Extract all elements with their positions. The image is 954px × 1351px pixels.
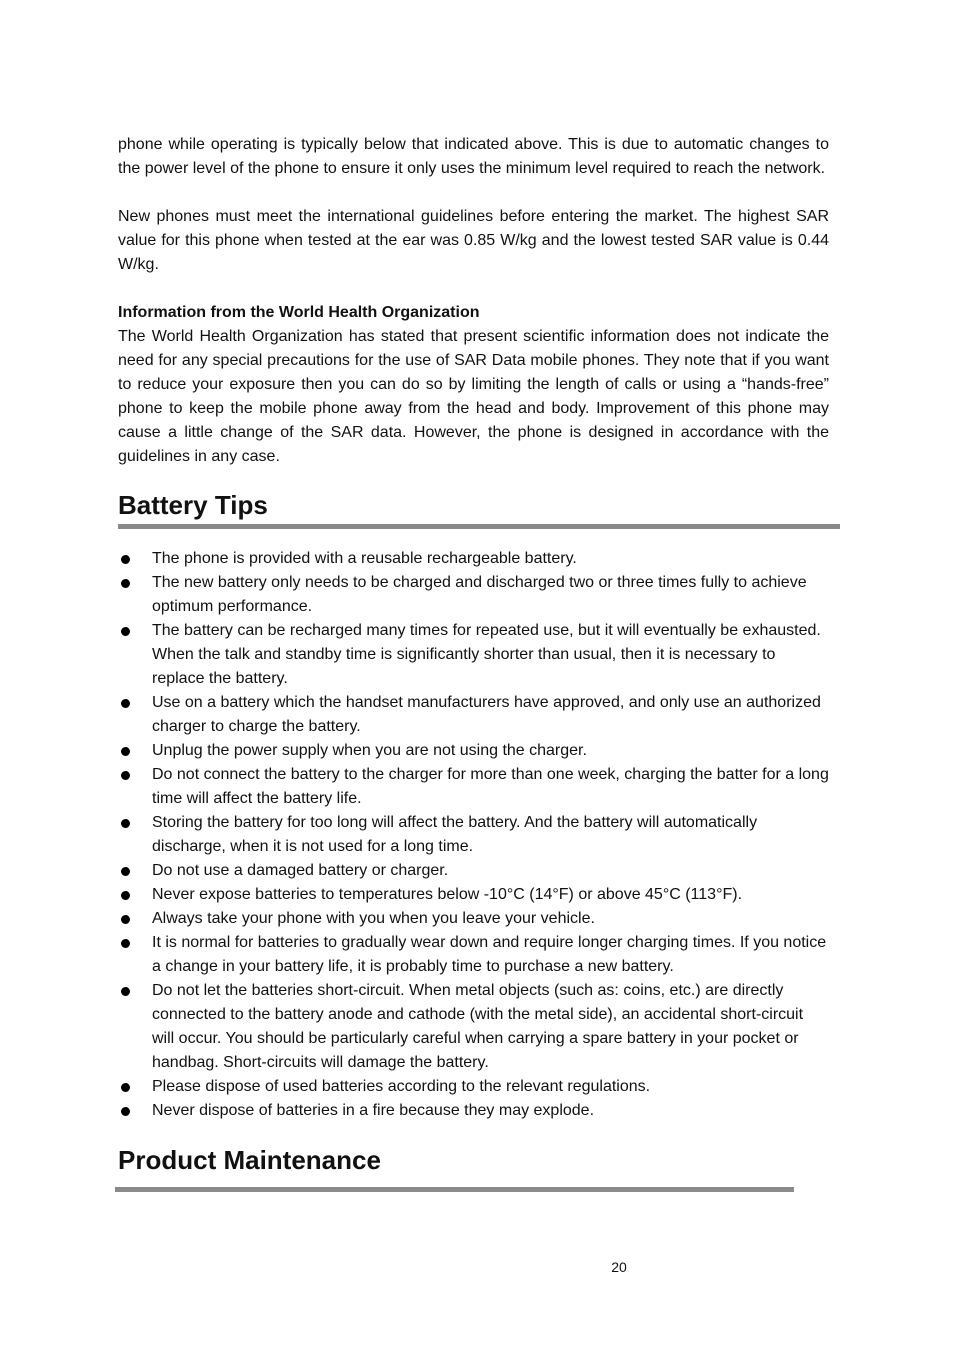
bullet-icon (121, 555, 130, 564)
list-item: Use on a battery which the handset manufacturers have approved, and only use an authorized charger to charge the battery. (118, 691, 829, 739)
bullet-icon (121, 699, 130, 708)
intro-paragraph-1: phone while operating is typically below that indicated above. This is due to automatic changes to the power level of the phone to ensure it only uses the minimum level required to reach the network. (118, 136, 829, 177)
bullet-icon (121, 627, 130, 636)
product-maintenance-rule (115, 1187, 794, 1192)
list-item: The battery can be recharged many times for repeated use, but it will eventually be exhausted. When the talk and standby time is significantly shorter than usual, then it is necessary to replace the battery. (118, 619, 829, 691)
intro-paragraph-2: New phones must meet the international guidelines before entering the market. The highest SAR value for this phone when tested at the ear was 0.85 W/kg and the lowest tested SAR value is 0.44 W/kg. (118, 208, 829, 273)
battery-tips-list (118, 547, 829, 1123)
list-item: Always take your phone with you when you leave your vehicle. (118, 907, 829, 931)
bullet-icon (121, 987, 130, 996)
bullet-icon (121, 579, 130, 588)
list-item: Please dispose of used batteries according to the relevant regulations. (118, 1075, 829, 1099)
list-item: Do not connect the battery to the charger for more than one week, charging the batter for a long time will affect the battery life. (118, 763, 829, 811)
list-item: Do not use a damaged battery or charger. (118, 859, 829, 883)
bullet-icon (121, 891, 130, 900)
bullet-icon (121, 771, 130, 780)
battery-tips-heading: Battery Tips (118, 490, 268, 520)
list-item: Unplug the power supply when you are not using the charger. (118, 739, 829, 763)
page-number: 20 (611, 1259, 627, 1275)
product-maintenance-heading: Product Maintenance (118, 1145, 381, 1175)
who-paragraph: The World Health Organization has stated that present scientific information does not indicate the need for any special precautions for the use of SAR Data mobile phones. They note that if you want to reduce your exposure then you can do so by limiting the length of calls or using a “hands-free” phone to keep the mobile phone away from the head and body. Improvement of this phone may cause a little change of the SAR data. However, the phone is designed in accordance with the guidelines in any case. (118, 328, 829, 465)
who-heading: Information from the World Health Organization (118, 304, 480, 321)
bullet-icon (121, 1107, 130, 1116)
bullet-icon (121, 819, 130, 828)
bullet-icon (121, 915, 130, 924)
battery-tips-rule (118, 524, 840, 529)
list-item: Do not let the batteries short-circuit. When metal objects (such as: coins, etc.) are directly connected to the battery anode and cathode (with the metal side), an accidental short-circuit will occur. You should be particularly careful when carrying a spare battery in your pocket or handbag. Short-circuits will damage the battery. (118, 979, 829, 1075)
bullet-icon (121, 747, 130, 756)
bullet-icon (121, 867, 130, 876)
bullet-icon (121, 1083, 130, 1092)
bullet-icon (121, 939, 130, 948)
list-item: Storing the battery for too long will affect the battery. And the battery will automatically discharge, when it is not used for a long time. (118, 811, 829, 859)
list-item: Never dispose of batteries in a fire because they may explode. (118, 1099, 829, 1123)
list-item: The new battery only needs to be charged and discharged two or three times fully to achieve optimum performance. (118, 571, 829, 619)
list-item: It is normal for batteries to gradually wear down and require longer charging times. If you notice a change in your battery life, it is probably time to purchase a new battery. (118, 931, 829, 979)
list-item: Never expose batteries to temperatures below -10°C (14°F) or above 45°C (113°F). (118, 883, 829, 907)
list-item: The phone is provided with a reusable rechargeable battery. (118, 547, 829, 571)
